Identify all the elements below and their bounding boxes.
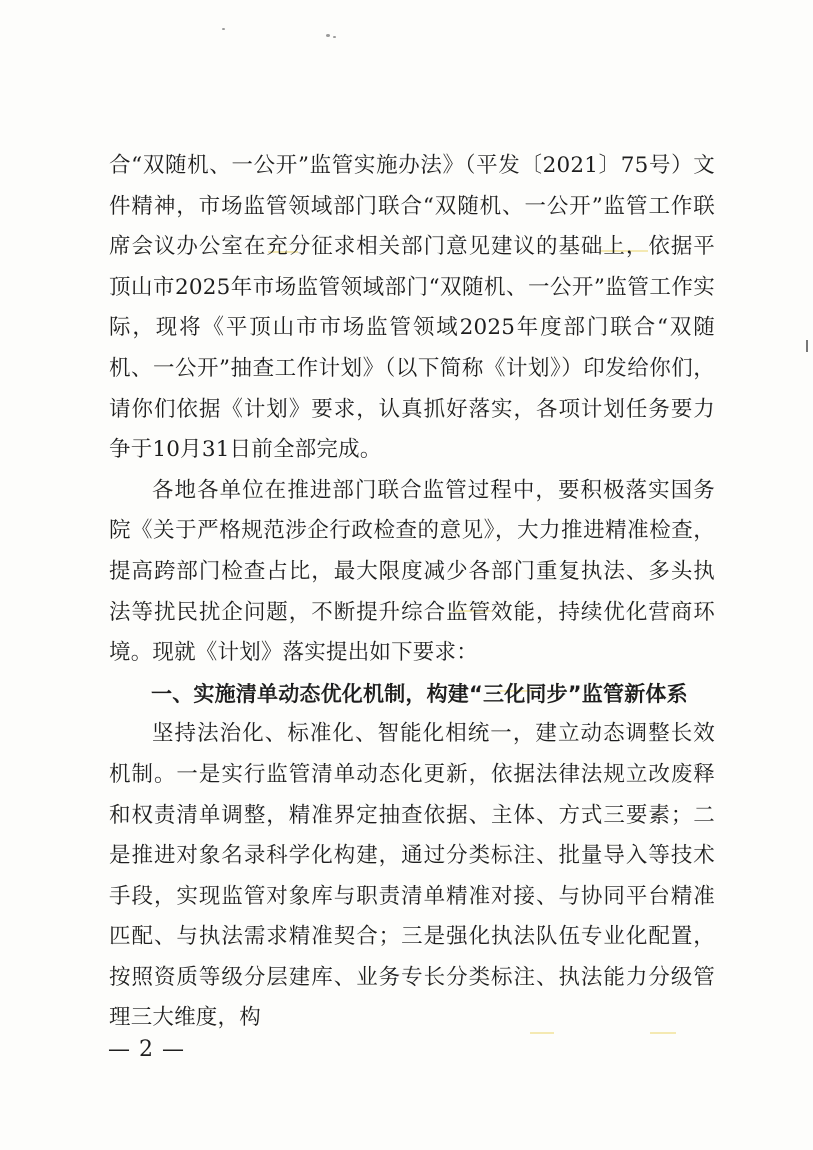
- section-heading-1: 一、实施清单动态优化机制，构建“三化同步”监管新体系: [151, 681, 688, 706]
- scan-dot: [222, 28, 225, 30]
- page-number: — 2 —: [108, 1037, 185, 1062]
- scan-dot: [333, 36, 336, 38]
- paragraph-requirements-intro: 各地各单位在推进部门联合监管过程中，要积极落实国务院《关于严格规范涉企行政检查的意见》，大力推进精准检查，提高跨部门检查占比，最大限度减少各部门重复执法、多头执法等扰民扰企问题，不断提升综合监管效能，持续优化营商环境。现就《计划》落实提出如下要求：: [109, 477, 715, 666]
- scan-edge-mark: [806, 340, 808, 352]
- paragraph-section-1-body: 坚持法治化、标准化、智能化相统一，建立动态调整长效机制。一是实行监管清单动态化更新，依据法律法规立改废释和权责清单调整，精准界定抽查依据、主体、方式三要素；二是推进对象名录科学化构建，通过分类标注、批量导入等技术手段，实现监管对象库与职责清单精准对接、与协同平台精准匹配、与执法需求精准契合；三是强化执法队伍专业化配置，按照资质等级分层建库、业务专长分类标注、执法能力分级管理三大维度，构: [109, 721, 715, 1031]
- scan-dot: [326, 34, 330, 37]
- document-body: [109, 146, 715, 1039]
- paragraph-continuation: 合“双随机、一公开”监管实施办法》（平发〔2021〕75号）文件精神，市场监管领域部门联合“双随机、一公开”监管工作联席会议办公室在充分征求相关部门意见建议的基础上，依据平顶山市2025年市场监管领域部门“双随机、一公开”监管工作实际，现将《平顶山市市场监管领域2025年度部门联合“双随机、一公开”抽查工作计划》（以下简称《计划》）印发给你们，请你们依据《计划》要求，认真抓好落实，各项计划任务要力争于10月31日前全部完成。: [109, 153, 715, 463]
